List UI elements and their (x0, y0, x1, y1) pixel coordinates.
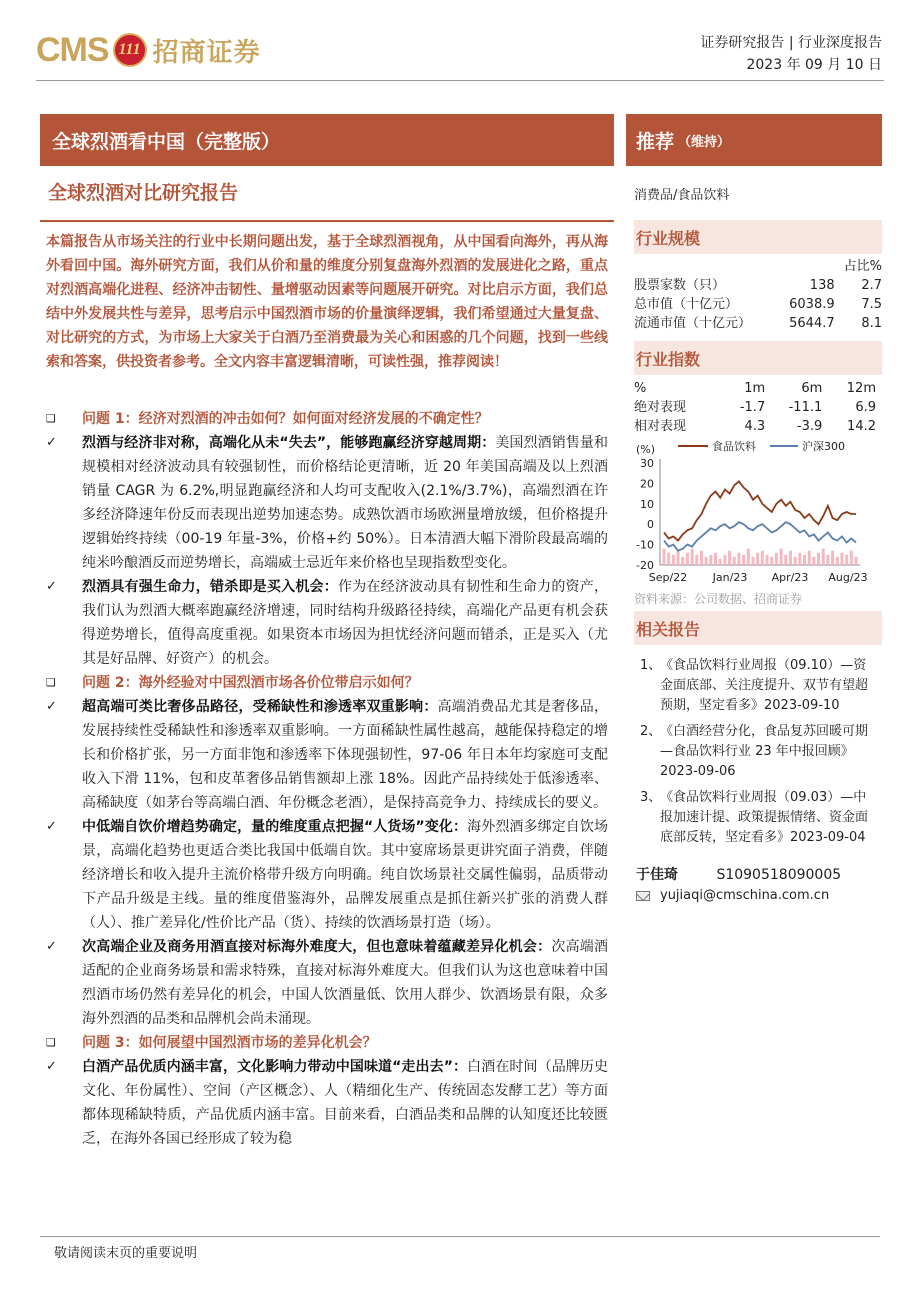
point-text: 白酒在时间（品牌历史文化、年份属性）、空间（产区概念）、人（精细化生产、传统固态发酵工艺）等方面都体现稀缺特质，产品优质内涵丰富。目前来看，白酒品类和品牌的认知度还比较匮乏，在海外各国已经形成了较为稳 (82, 1059, 608, 1147)
rating-main: 推荐 (636, 130, 675, 153)
chart-bar (737, 553, 740, 565)
table-header-row (634, 379, 882, 398)
rating-bar (626, 114, 882, 166)
point-text: 美国烈酒销售量和规模相对经济波动具有较强韧性，而价格结论更清晰，近 20 年美国高端及以上烈酒销量 CAGR 为 6.2%,明显跑赢经济和人均可支配收入(2.1%/3.7%)，高端烈酒在许多经济降速年份反而表现出逆势加速态势。成熟饮酒市场欧洲量增放缓，但价格提升逻辑始终持续（00-19 年量-3%，价格+约 50%）。日本清酒大幅下滑阶段最高端的纯米吟酿酒反而逆势增长，高端威士忌近年来价格也呈现指数型变化。 (82, 435, 609, 571)
row-label: 相对表现 (634, 419, 687, 434)
analyst-name: 于佳琦 (636, 867, 678, 883)
chart-bar (751, 557, 754, 565)
index-chart (634, 437, 882, 587)
logo-company-name: 招商证券 (152, 37, 261, 68)
table-row (634, 295, 882, 314)
table-row (634, 398, 882, 417)
checkmark-icon: ✓ (46, 819, 57, 834)
abstract-paragraph: 本篇报告从市场关注的行业中长期问题出发，基于全球烈酒视角，从中国看向海外，再从海外看回中国。海外研究方面，我们从价和量的维度分别复盘海外烈酒的发展进化之路，重点对烈酒高端化进程、经济冲击韧性、量增驱动因素等问题展开研究。对比启示方面，我们总结中外发展共性与差异，思考启示中国烈酒市场的价量演绎逻辑，我们希望通过大量复盘、对比研究的方式，为市场上大家关于白酒乃至消费最为关心和困惑的几个问题，找到一些线索和答案，供投资者参考。全文内容丰富逻辑清晰，可读性强，推荐阅读！ (46, 234, 608, 370)
chart-bar (808, 551, 811, 565)
x-tick-label: Aug/23 (828, 571, 868, 584)
point-heading: 中低端自饮价增趋势确定，量的维度重点把握“人货场”变化： (82, 819, 468, 835)
chart-bar (705, 557, 708, 565)
y-tick-label: 0 (647, 518, 654, 532)
chart-bar (663, 549, 666, 565)
chart-bar (677, 551, 680, 565)
square-bullet-icon: ❑ (46, 412, 56, 425)
row-value: 5644.7 (789, 316, 835, 331)
row-pct: 7.5 (861, 297, 882, 312)
chart-bar (840, 553, 843, 565)
chart-bar (822, 549, 825, 565)
chart-bar (817, 553, 820, 565)
industry-index-title: 行业指数 (634, 341, 882, 375)
chart-source: 资料来源：公司数据、招商证券 (634, 592, 803, 606)
y-tick-label: 10 (640, 497, 654, 511)
question-heading: 问题 2：海外经验对中国烈酒市场各价位带启示如何？ (82, 675, 419, 691)
chart-bar (789, 551, 792, 565)
row-label: 股票家数（只） (634, 278, 726, 293)
chart-bar (812, 557, 815, 565)
y-tick-label: -20 (636, 559, 654, 572)
chart-bar (780, 549, 783, 565)
row-value: 14.2 (847, 419, 876, 434)
checkmark-icon: ✓ (46, 939, 57, 954)
point-item (46, 431, 608, 575)
chart-bar (798, 553, 801, 565)
y-tick-label: 20 (640, 477, 654, 491)
x-tick-label: Jan/23 (712, 571, 748, 584)
chart-bar (766, 555, 769, 565)
chart-bar (770, 557, 773, 565)
chart-bar (742, 555, 745, 565)
list-item[interactable] (640, 722, 872, 782)
point-item (46, 815, 608, 935)
question-item (46, 407, 608, 431)
question-heading: 问题 1：经济对烈酒的冲击如何？如何面对经济发展的不确定性？ (82, 411, 489, 427)
analyst-email-row (636, 888, 829, 903)
logo-cms-text: CMS (36, 30, 109, 69)
y-axis-label: (%) (636, 443, 656, 456)
chart-bar (826, 555, 829, 565)
chart-bar (709, 555, 712, 565)
header-divider (36, 80, 884, 81)
checkmark-icon: ✓ (46, 1059, 57, 1074)
industry-index-table (634, 379, 882, 436)
row-label: 绝对表现 (634, 400, 687, 415)
footer-divider (40, 1236, 880, 1237)
row-value: 4.3 (744, 419, 766, 434)
report-title: 全球烈酒看中国（完整版） (52, 130, 281, 153)
chart-bar (756, 553, 759, 565)
chart-bar (686, 553, 689, 565)
point-text: 海外烈酒多绑定自饮场景，高端化趋势也更适合类比我国中低端自饮。其中宴席场景更讲究面子消费，伴随经济增长和收入提升主流价格带升级方向明确。纯自饮场景社交属性偏弱，品质带动下产品升级是主线。量的维度借鉴海外，品牌发展重点是抓住新兴扩张的消费人群（人）、推广差异化/性价比产品（货）、持续的饮酒场景打造（场）。 (82, 819, 608, 931)
legend-label: 食品饮料 (712, 440, 756, 453)
row-value: -1.7 (739, 400, 766, 415)
col-header: 1m (744, 381, 766, 396)
list-item-number: 1、 (640, 658, 662, 673)
row-label: 流通市值（十亿元） (634, 316, 752, 331)
square-bullet-icon: ❑ (46, 1036, 56, 1049)
chart-bar (784, 555, 787, 565)
industry-scale-title: 行业规模 (634, 220, 882, 254)
point-item (46, 935, 608, 1031)
chart-bar (728, 551, 731, 565)
list-item-text: 《食品饮料行业周报（09.03）—中报加速计提、政策提振情绪、资金面底部反转，坚定看多》2023-09-04 (660, 790, 869, 845)
report-type: 证券研究报告 | 行业深度报告 (700, 35, 882, 51)
y-tick-label: 30 (640, 457, 654, 470)
y-tick-label: -10 (636, 538, 654, 552)
related-reports-list (640, 656, 872, 854)
point-heading: 次高端企业及商务用酒直接对标海外难度大，但也意味着蕴藏差异化机会： (82, 939, 552, 955)
rating-sub: （维持） (678, 134, 731, 150)
index-chart-svg (634, 437, 882, 587)
chart-bar (836, 557, 839, 565)
chart-bar (794, 557, 797, 565)
square-bullet-icon: ❑ (46, 676, 56, 689)
checkmark-icon: ✓ (46, 579, 57, 594)
question-list (46, 407, 608, 1151)
row-label: 总市值（十亿元） (634, 297, 739, 312)
question-heading: 问题 3：如何展望中国烈酒市场的差异化机会？ (82, 1035, 377, 1051)
analyst-email[interactable]: yujiaqi@cmschina.com.cn (660, 888, 830, 903)
point-item (46, 575, 608, 671)
chart-bar (733, 557, 736, 565)
chart-bar (681, 557, 684, 565)
subtitle-divider (40, 220, 614, 222)
pct-column-header: 占比% (843, 259, 882, 274)
related-reports-title: 相关报告 (634, 611, 882, 645)
list-item-text: 《白酒经营分化，食品复苏回暖可期—食品饮料行业 23 年中报回顾》2023-09-06 (660, 724, 869, 779)
row-value: -11.1 (788, 400, 823, 415)
chart-bar (775, 553, 778, 565)
row-value: 6038.9 (789, 297, 835, 312)
col-header: 12m (846, 381, 876, 396)
industry-scale-table (634, 254, 882, 333)
chart-bar (747, 549, 750, 565)
row-value: 6.9 (855, 400, 876, 415)
report-subtitle: 全球烈酒对比研究报告 (48, 182, 239, 204)
row-pct: 2.7 (861, 278, 882, 293)
col-header: 6m (801, 381, 823, 396)
row-value: 138 (809, 278, 835, 293)
x-tick-label: Apr/23 (771, 571, 809, 584)
chart-bar (761, 551, 764, 565)
chart-bar (672, 555, 675, 565)
series-line-food (664, 481, 856, 540)
list-item-number: 3、 (640, 790, 662, 805)
point-text: 次高端酒适配的企业商务场景和需求特殊，直接对标海外难度大。但我们认为这也意味着中国烈酒市场仍然有差异化的机会，中国人饮酒量低、饮用人群少、饮酒场景有限，众多海外烈酒的品类和品牌机会尚未涌现。 (82, 939, 609, 1027)
point-item (46, 695, 608, 815)
legend-label: 沪深300 (802, 440, 845, 453)
chart-bar (723, 555, 726, 565)
point-text: 高端消费品尤其是奢侈品，发展持续性受稀缺性和渗透率双重影响。一方面稀缺性属性越高，越能保持稳定的增长和价格扩张，另一方面非饱和渗透率下体现强韧性，97-06 年日本年均家庭可支配收入下滑 11%，包和皮革奢侈品销售额却上涨 18%。因此产品持续处于低渗透率、高稀缺度（如茅台等高端白酒、年份概念老酒），是保持高竞争力、持续成长的要义。 (82, 699, 609, 811)
chart-bar (714, 553, 717, 565)
mail-icon (636, 891, 650, 901)
chart-bar (700, 551, 703, 565)
point-heading: 烈酒与经济非对称，高端化从未“失去”，能够跑赢经济穿越周期： (82, 435, 496, 451)
chart-bar (803, 555, 806, 565)
question-item (46, 671, 608, 695)
industry-scale-section (634, 220, 882, 333)
cms-logo (36, 30, 261, 70)
footer-note: 敬请阅读末页的重要说明 (54, 1246, 198, 1261)
analyst-license-id: S1090518090005 (716, 867, 842, 883)
chart-bar (719, 559, 722, 565)
row-pct: 8.1 (861, 316, 882, 331)
checkmark-icon: ✓ (46, 699, 57, 714)
table-row (634, 314, 882, 333)
point-text: 作为在经济波动具有韧性和生命力的资产，我们认为烈酒大概率跑赢经济增速，同时结构升级路径持续，高端化产品更有机会获得逆势增长，值得高度重视。如果资本市场因为担忧经济问题而错杀，正是买入（尤其是好品牌、好资产）的机会。 (82, 579, 608, 667)
chart-bar (695, 555, 698, 565)
point-heading: 烈酒具有强生命力，错杀即是买入机会： (82, 579, 338, 595)
question-item (46, 1031, 608, 1055)
report-title-bar (40, 114, 614, 166)
chart-bar (845, 555, 848, 565)
table-row (634, 276, 882, 295)
analyst-info (636, 864, 841, 884)
chart-bar (850, 551, 853, 565)
industry-index-section (634, 341, 882, 436)
list-item[interactable] (640, 788, 872, 848)
checkmark-icon: ✓ (46, 435, 57, 450)
col-header: % (634, 381, 647, 396)
list-item[interactable] (640, 656, 872, 716)
chart-bar (831, 551, 834, 565)
chart-bar (691, 549, 694, 565)
report-date: 2023 年 09 月 10 日 (746, 57, 882, 73)
row-value: -3.9 (796, 419, 823, 434)
point-item (46, 1055, 608, 1151)
list-item-text: 《食品饮料行业周报（09.10）—资金面底部、关注度提升、双节有望超预期，坚定看多》2023-09-10 (660, 658, 869, 713)
x-tick-label: Sep/22 (648, 571, 688, 584)
chart-bar (855, 557, 858, 565)
point-heading: 超高端可类比奢侈品路径，受稀缺性和渗透率双重影响： (82, 699, 438, 715)
table-row (634, 417, 882, 436)
logo-badge-icon: 111 (113, 33, 147, 67)
chart-bar (667, 553, 670, 565)
list-item-number: 2、 (640, 724, 662, 739)
point-heading: 白酒产品优质内涵丰富，文化影响力带动中国味道“走出去”： (82, 1059, 468, 1075)
industry-category: 消费品/食品饮料 (634, 188, 730, 203)
related-reports-section (634, 611, 882, 645)
